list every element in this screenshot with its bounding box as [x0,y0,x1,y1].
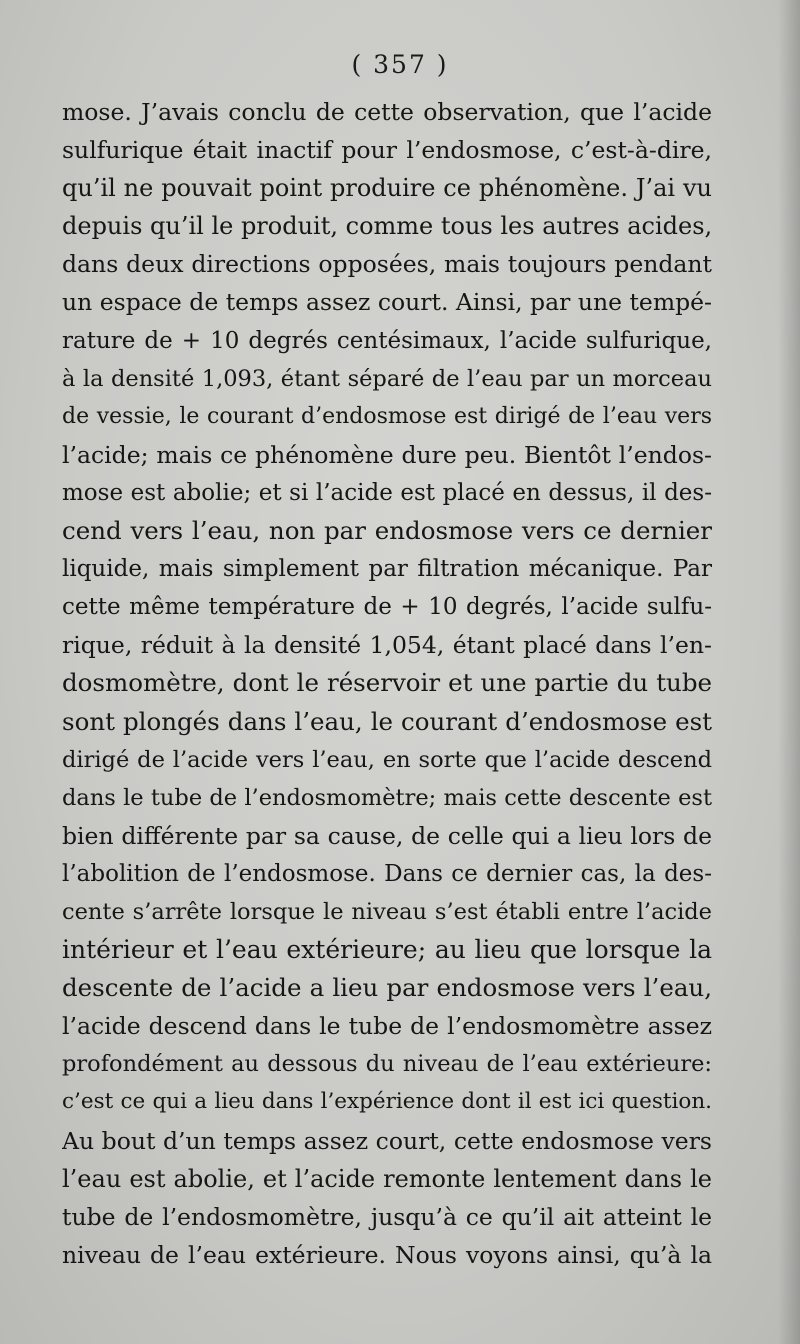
text-line: mose. J’avais conclu de cette observation, que l’acide [62,98,712,126]
text-line: l’acide; mais ce phénomène dure peu. Bientôt l’endos- [62,440,712,469]
text-line: bien différente par sa cause, de celle qui a lieu lors de [62,821,712,850]
text-line: cente s’arrête lorsque le niveau s’est établi entre l’acide [62,898,712,925]
text-line: de vessie, le courant d’endosmose est dirigé de l’eau vers [62,403,712,429]
text-line: mose est abolie; et si l’acide est placé en dessus, il des- [62,479,712,506]
text-line: cette même température de + 10 degrés, l’acide sulfu- [62,594,712,621]
text-line: rature de + 10 degrés centésimaux, l’acide sulfurique, [62,327,712,354]
text-line: profondément au dessous du niveau de l’eau extérieure: [62,1051,712,1078]
text-line: tube de l’endosmomètre, jusqu’à ce qu’il ait atteint le [62,1202,712,1231]
text-line: depuis qu’il le produit, comme tous les autres acides, [62,212,712,241]
text-line: l’eau est abolie, et l’acide remonte lentement dans le [62,1164,712,1193]
text-line: dans deux directions opposées, mais toujours pendant [62,250,712,279]
text-line: cend vers l’eau, non par endosmose vers ce dernier [62,516,712,546]
text-line: sont plongés dans l’eau, le courant d’endosmose est [62,706,712,736]
body-text [62,93,712,1274]
text-line: un espace de temps assez court. Ainsi, par une tempé- [62,288,712,317]
text-line: niveau de l’eau extérieure. Nous voyons ainsi, qu’à la [62,1240,712,1269]
text-line: qu’il ne pouvait point produire ce phénomène. J’ai vu [62,174,712,203]
text-line: Au bout d’un temps assez court, cette endosmose vers [62,1126,712,1155]
text-line: liquide, mais simplement par filtration mécanique. Par [62,556,712,583]
text-line: rique, réduit à la densité 1,054, étant placé dans l’en- [62,631,712,660]
text-line: dans le tube de l’endosmomètre; mais cette descente est [62,784,712,811]
text-line: intérieur et l’eau extérieure; au lieu que lorsque la [62,935,712,965]
text-line: dosmomètre, dont le réservoir et une partie du tube [62,668,712,698]
text-line: dirigé de l’acide vers l’eau, en sorte que l’acide descend [62,746,712,773]
page-number: ( 357 ) [351,50,449,79]
text-line: à la densité 1,093, étant séparé de l’eau par un morceau [62,365,712,392]
text-line: c’est ce qui a lieu dans l’expérience dont il est ici question. [62,1089,712,1115]
text-line: descente de l’acide a lieu par endosmose vers l’eau, [62,973,712,1003]
text-line: l’abolition de l’endosmose. Dans ce dernier cas, la des- [62,860,712,887]
text-line: sulfurique était inactif pour l’endosmose, c’est-à-dire, [62,136,712,165]
text-line: l’acide descend dans le tube de l’endosmomètre assez [62,1012,712,1041]
